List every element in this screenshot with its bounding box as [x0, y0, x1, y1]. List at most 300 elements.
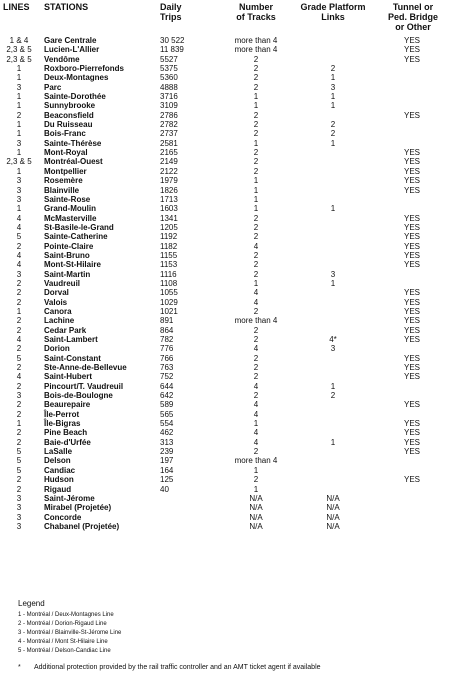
table-row	[0, 232, 450, 241]
station-name: Canora	[44, 306, 72, 316]
line-cell: 3	[16, 194, 22, 204]
station-name: Parc	[44, 82, 62, 92]
table-row	[0, 279, 450, 288]
line-cell: 1	[16, 92, 22, 102]
table-row	[0, 326, 450, 335]
table-row	[0, 167, 450, 176]
daily-trips-cell: 1055	[160, 288, 178, 298]
header-tracks	[226, 2, 286, 22]
tracks-cell: 1	[253, 204, 259, 214]
line-cell: 2	[16, 344, 22, 354]
table-row	[0, 391, 450, 400]
tunnel-cell: YES	[403, 419, 420, 429]
tunnel-cell: YES	[403, 110, 420, 120]
tunnel-cell: YES	[403, 36, 420, 45]
station-name: Mont-Royal	[44, 148, 88, 158]
daily-trips-cell: 1155	[160, 250, 178, 260]
station-name: Saint-Lambert	[44, 335, 98, 344]
tracks-cell: 2	[253, 306, 259, 316]
table-row	[0, 195, 450, 204]
grade-links-cell: 1	[330, 278, 336, 288]
table-row	[0, 288, 450, 297]
tracks-cell: 2	[253, 73, 259, 83]
tracks-cell: 2	[253, 222, 259, 232]
header-lines-label: LINES	[3, 2, 30, 12]
tunnel-cell: YES	[403, 250, 420, 260]
header-stations	[44, 2, 88, 12]
station-name: Vaudreuil	[44, 278, 81, 288]
daily-trips-cell: 40	[160, 484, 169, 494]
table-row	[0, 92, 450, 101]
line-cell: 1	[16, 148, 22, 158]
line-cell: 1	[16, 166, 22, 176]
daily-trips-cell: 2786	[160, 110, 178, 120]
table-row	[0, 101, 450, 110]
station-name: Montpellier	[44, 166, 87, 176]
daily-trips-cell: 197	[160, 456, 174, 466]
daily-trips-cell: 782	[160, 335, 174, 344]
table-row	[0, 354, 450, 363]
line-cell: 1	[16, 120, 22, 130]
station-name: Delson	[44, 456, 71, 466]
station-name: Valois	[44, 297, 68, 307]
line-cell: 5	[16, 447, 22, 457]
grade-links-cell: 2	[330, 391, 336, 401]
table-row	[0, 428, 450, 437]
tunnel-cell: YES	[403, 157, 420, 167]
grade-links-cell: 2	[330, 120, 336, 130]
daily-trips-cell: 462	[160, 428, 174, 438]
tunnel-cell: YES	[403, 297, 420, 307]
table-row	[0, 139, 450, 148]
tunnel-cell: YES	[403, 213, 420, 223]
daily-trips-cell: 1205	[160, 222, 178, 232]
tunnel-cell: YES	[403, 372, 420, 382]
tracks-cell: 4	[253, 297, 259, 307]
line-cell: 1	[16, 419, 22, 429]
grade-links-cell: 1	[330, 204, 336, 214]
line-cell: 3	[16, 512, 22, 522]
tracks-cell: more than 4	[234, 45, 278, 55]
table-row	[0, 503, 450, 512]
table-row	[0, 214, 450, 223]
line-cell: 2	[16, 409, 22, 419]
line-cell: 3	[16, 493, 22, 503]
tracks-cell: more than 4	[234, 456, 278, 466]
daily-trips-cell: 1713	[160, 194, 178, 204]
grade-links-cell: 1	[330, 92, 336, 102]
station-name: St-Basile-le-Grand	[44, 222, 114, 232]
station-name: Pine Beach	[44, 428, 88, 438]
tracks-cell: 1	[253, 484, 259, 494]
daily-trips-cell: 1603	[160, 204, 178, 214]
tracks-cell: 2	[253, 166, 259, 176]
daily-trips-cell: 644	[160, 381, 174, 391]
station-name: Du Ruisseau	[44, 120, 93, 130]
grade-links-cell: 1	[330, 381, 336, 391]
line-cell: 1	[16, 73, 22, 83]
table-row	[0, 316, 450, 325]
grade-links-cell: N/A	[326, 503, 340, 513]
line-cell: 2	[16, 288, 22, 298]
tracks-cell: 4	[253, 241, 259, 251]
station-name: LaSalle	[44, 447, 73, 457]
tracks-cell: 2	[253, 475, 259, 485]
line-cell: 5	[16, 232, 22, 242]
line-cell: 2	[16, 325, 22, 335]
line-cell: 2,3 & 5	[6, 45, 32, 55]
line-cell: 2	[16, 110, 22, 120]
daily-trips-cell: 2737	[160, 129, 178, 139]
tracks-cell: 1	[253, 419, 259, 429]
daily-trips-cell: 554	[160, 419, 174, 429]
station-name: Île-Perrot	[44, 409, 80, 419]
daily-trips-cell: 589	[160, 400, 174, 410]
table-row	[0, 513, 450, 522]
line-cell: 2,3 & 5	[6, 157, 32, 167]
daily-trips-cell: 1182	[160, 241, 178, 251]
header-tracks-line1: Number	[238, 2, 273, 12]
tracks-cell: 1	[253, 176, 259, 186]
line-cell: 1	[16, 101, 22, 111]
header-grade	[290, 2, 376, 22]
table-row	[0, 419, 450, 428]
station-name: Candiac	[44, 465, 76, 475]
tunnel-cell: YES	[403, 316, 420, 326]
grade-links-cell: 3	[330, 344, 336, 354]
daily-trips-cell: 864	[160, 325, 174, 335]
station-name: Concorde	[44, 512, 82, 522]
station-name: Mirabel (Projetée)	[44, 503, 112, 513]
table-row	[0, 157, 450, 166]
tracks-cell: 2	[253, 325, 259, 335]
line-cell: 3	[16, 269, 22, 279]
station-name: Roxboro-Pierrefonds	[44, 64, 125, 74]
daily-trips-cell: 766	[160, 353, 174, 363]
station-name: Saint-Hubert	[44, 372, 92, 382]
line-cell: 4	[16, 335, 22, 344]
grade-links-cell: 4*	[329, 335, 337, 344]
table-row	[0, 466, 450, 475]
line-cell: 2	[16, 316, 22, 326]
tracks-cell: 2	[253, 82, 259, 92]
station-name: Rigaud	[44, 484, 72, 494]
tunnel-cell: YES	[403, 437, 420, 447]
station-name: Grand-Moulin	[44, 204, 96, 214]
tunnel-cell: YES	[403, 400, 420, 410]
line-cell: 2	[16, 363, 22, 373]
station-name: Bois-Franc	[44, 129, 86, 139]
line-cell: 3	[16, 521, 22, 531]
daily-trips-cell: 1116	[160, 269, 177, 279]
tunnel-cell: YES	[403, 232, 420, 242]
tracks-cell: 2	[253, 353, 259, 363]
tunnel-cell: YES	[403, 335, 420, 344]
tunnel-cell: YES	[403, 148, 420, 158]
table-row	[0, 129, 450, 138]
line-cell: 2	[16, 241, 22, 251]
tracks-cell: 2	[253, 260, 259, 270]
table-row	[0, 447, 450, 456]
table-row	[0, 55, 450, 64]
tracks-cell: 2	[253, 157, 259, 167]
line-cell: 2	[16, 484, 22, 494]
station-name: Sunnybrooke	[44, 101, 96, 111]
station-name: Beaconsfield	[44, 110, 94, 120]
tracks-cell: 2	[253, 129, 259, 139]
daily-trips-cell: 2149	[160, 157, 178, 167]
tracks-cell: 2	[253, 213, 259, 223]
station-name: Dorion	[44, 344, 70, 354]
table-row	[0, 363, 450, 372]
station-name: Mont-St-Hilaire	[44, 260, 101, 270]
line-cell: 1	[16, 129, 22, 139]
daily-trips-cell: 5375	[160, 64, 178, 74]
table-row	[0, 382, 450, 391]
grade-links-cell: 2	[330, 64, 336, 74]
table-row	[0, 176, 450, 185]
table-row	[0, 251, 450, 260]
tracks-cell: 2	[253, 120, 259, 130]
tunnel-cell: YES	[403, 475, 420, 485]
line-cell: 2	[16, 437, 22, 447]
header-daily-trips-line2: Trips	[160, 12, 182, 22]
stations-table	[0, 36, 450, 531]
station-name: Vendôme	[44, 54, 80, 64]
line-cell: 2	[16, 297, 22, 307]
grade-links-cell: 3	[330, 269, 336, 279]
table-row	[0, 83, 450, 92]
daily-trips-cell: 125	[160, 475, 174, 485]
line-cell: 3	[16, 138, 22, 148]
grade-links-cell: 1	[330, 437, 336, 447]
daily-trips-cell: 642	[160, 391, 174, 401]
tunnel-cell: YES	[403, 54, 420, 64]
station-name: Sainte-Dorothée	[44, 92, 106, 102]
line-cell: 2	[16, 428, 22, 438]
daily-trips-cell: 3109	[160, 101, 178, 111]
daily-trips-cell: 5527	[160, 54, 178, 64]
daily-trips-cell: 1341	[160, 213, 178, 223]
station-name: Lucien-L'Allier	[44, 45, 100, 55]
tracks-cell: 1	[253, 194, 259, 204]
tunnel-cell: YES	[403, 447, 420, 457]
tracks-cell: 4	[253, 381, 259, 391]
daily-trips-cell: 891	[160, 316, 174, 326]
station-name: Lachine	[44, 316, 75, 326]
station-name: Beaurepaire	[44, 400, 91, 410]
legend-item: 4 - Montréal / Mont St-Hilaire Line	[18, 639, 108, 646]
tracks-cell: 1	[253, 92, 259, 102]
tracks-cell: 2	[253, 232, 259, 242]
daily-trips-cell: 1029	[160, 297, 178, 307]
tracks-cell: more than 4	[234, 316, 278, 326]
table-row	[0, 204, 450, 213]
footnote-marker: *	[18, 664, 21, 671]
table-row	[0, 475, 450, 484]
tracks-cell: 1	[253, 278, 259, 288]
station-name: Deux-Montagnes	[44, 73, 109, 83]
legend-list	[18, 611, 121, 656]
station-name: Saint-Martin	[44, 269, 91, 279]
table-row	[0, 260, 450, 269]
tunnel-cell: YES	[403, 185, 420, 195]
tracks-cell: 4	[253, 344, 259, 354]
table-row	[0, 335, 450, 344]
tracks-cell: 2	[253, 148, 259, 158]
line-cell: 2	[16, 381, 22, 391]
daily-trips-cell: 164	[160, 465, 174, 475]
header-grade-line1: Grade Platform	[300, 2, 366, 12]
table-row	[0, 111, 450, 120]
station-name: Pointe-Claire	[44, 241, 94, 251]
station-name: Cedar Park	[44, 325, 87, 335]
grade-links-cell: 1	[330, 73, 336, 83]
daily-trips-cell: 30 522	[160, 36, 185, 45]
table-row	[0, 64, 450, 73]
daily-trips-cell: 776	[160, 344, 174, 354]
line-cell: 1	[16, 306, 22, 316]
table-row	[0, 400, 450, 409]
daily-trips-cell: 1826	[160, 185, 178, 195]
station-name: Pincourt/T. Vaudreuil	[44, 381, 124, 391]
grade-links-cell: 2	[330, 129, 336, 139]
table-row	[0, 494, 450, 503]
table-row	[0, 223, 450, 232]
header-daily-trips-line1: Daily	[160, 2, 182, 12]
table-row	[0, 186, 450, 195]
table-row	[0, 438, 450, 447]
grade-links-cell: N/A	[326, 521, 340, 531]
table-row	[0, 148, 450, 157]
station-name: Rosemère	[44, 176, 83, 186]
station-name: Dorval	[44, 288, 69, 298]
daily-trips-cell: 1192	[160, 232, 178, 242]
line-cell: 4	[16, 222, 22, 232]
station-name: Blainville	[44, 185, 80, 195]
line-cell: 3	[16, 176, 22, 186]
line-cell: 2	[16, 400, 22, 410]
table-row	[0, 270, 450, 279]
tunnel-cell: YES	[403, 363, 420, 373]
header-tunnel-line3: or Other	[395, 22, 431, 32]
line-cell: 4	[16, 250, 22, 260]
daily-trips-cell: 1108	[160, 278, 178, 288]
tracks-cell: N/A	[249, 512, 263, 522]
line-cell: 1	[16, 64, 22, 74]
tunnel-cell: YES	[403, 241, 420, 251]
tracks-cell: 2	[253, 372, 259, 382]
station-name: Île-Bigras	[44, 419, 81, 429]
table-row	[0, 485, 450, 494]
station-name: Saint-Constant	[44, 353, 101, 363]
header-tunnel-line1: Tunnel or	[392, 2, 434, 12]
tracks-cell: N/A	[249, 493, 263, 503]
station-name: Chabanel (Projetée)	[44, 521, 120, 531]
table-row	[0, 45, 450, 54]
line-cell: 5	[16, 456, 22, 466]
daily-trips-cell: 2581	[160, 138, 178, 148]
tracks-cell: 2	[253, 54, 259, 64]
line-cell: 1 & 4	[9, 36, 29, 45]
tracks-cell: more than 4	[234, 36, 278, 45]
footnote-text: Additional protection provided by the rail traffic controller and an AMT ticket agent if available	[34, 664, 321, 671]
header-daily-trips	[160, 2, 182, 22]
station-name: Saint-Jérome	[44, 493, 95, 503]
station-name: Saint-Bruno	[44, 250, 90, 260]
daily-trips-cell: 763	[160, 363, 174, 373]
grade-links-cell: 1	[330, 101, 336, 111]
daily-trips-cell: 2122	[160, 166, 178, 176]
tracks-cell: 4	[253, 409, 259, 419]
tracks-cell: 2	[253, 250, 259, 260]
table-row	[0, 456, 450, 465]
station-name: McMasterville	[44, 213, 97, 223]
table-row	[0, 73, 450, 82]
header-tracks-line2: of Tracks	[236, 12, 276, 22]
tracks-cell: 1	[253, 185, 259, 195]
header-lines	[3, 2, 30, 12]
daily-trips-cell: 11 839	[160, 45, 184, 55]
daily-trips-cell: 752	[160, 372, 174, 382]
tracks-cell: 2	[253, 335, 259, 344]
legend-item: 3 - Montréal / Blainville-St-Jérome Line	[18, 630, 122, 637]
tunnel-cell: YES	[403, 45, 420, 55]
tracks-cell: N/A	[249, 503, 263, 513]
tracks-cell: 1	[253, 138, 259, 148]
tracks-cell: 2	[253, 110, 259, 120]
tracks-cell: 2	[253, 391, 259, 401]
grade-links-cell: N/A	[326, 512, 340, 522]
daily-trips-cell: 3716	[160, 92, 178, 102]
line-cell: 2	[16, 278, 22, 288]
tunnel-cell: YES	[403, 288, 420, 298]
station-name: Gare Centrale	[44, 36, 97, 45]
tunnel-cell: YES	[403, 353, 420, 363]
tracks-cell: N/A	[249, 521, 263, 531]
table-row	[0, 372, 450, 381]
tunnel-cell: YES	[403, 166, 420, 176]
station-name: Montréal-Ouest	[44, 157, 103, 167]
daily-trips-cell: 2165	[160, 148, 178, 158]
tracks-cell: 4	[253, 437, 259, 447]
tracks-cell: 2	[253, 64, 259, 74]
grade-links-cell: 3	[330, 82, 336, 92]
station-name: Sainte-Rose	[44, 194, 91, 204]
tunnel-cell: YES	[403, 176, 420, 186]
table-row	[0, 307, 450, 316]
tunnel-cell: YES	[403, 325, 420, 335]
header-stations-label: STATIONS	[44, 2, 89, 12]
tunnel-cell: YES	[403, 260, 420, 270]
line-cell: 4	[16, 213, 22, 223]
station-name: Hudson	[44, 475, 74, 485]
table-row	[0, 36, 450, 45]
station-name: Baie-d'Urfée	[44, 437, 91, 447]
daily-trips-cell: 1153	[160, 260, 178, 270]
line-cell: 1	[16, 204, 22, 214]
line-cell: 4	[16, 260, 22, 270]
line-cell: 5	[16, 465, 22, 475]
daily-trips-cell: 1021	[160, 306, 178, 316]
line-cell: 3	[16, 185, 22, 195]
grade-links-cell: 1	[330, 138, 336, 148]
tracks-cell: 1	[253, 465, 259, 475]
station-name: Sainte-Catherine	[44, 232, 108, 242]
tracks-cell: 4	[253, 428, 259, 438]
line-cell: 2,3 & 5	[6, 54, 32, 64]
daily-trips-cell: 565	[160, 409, 174, 419]
